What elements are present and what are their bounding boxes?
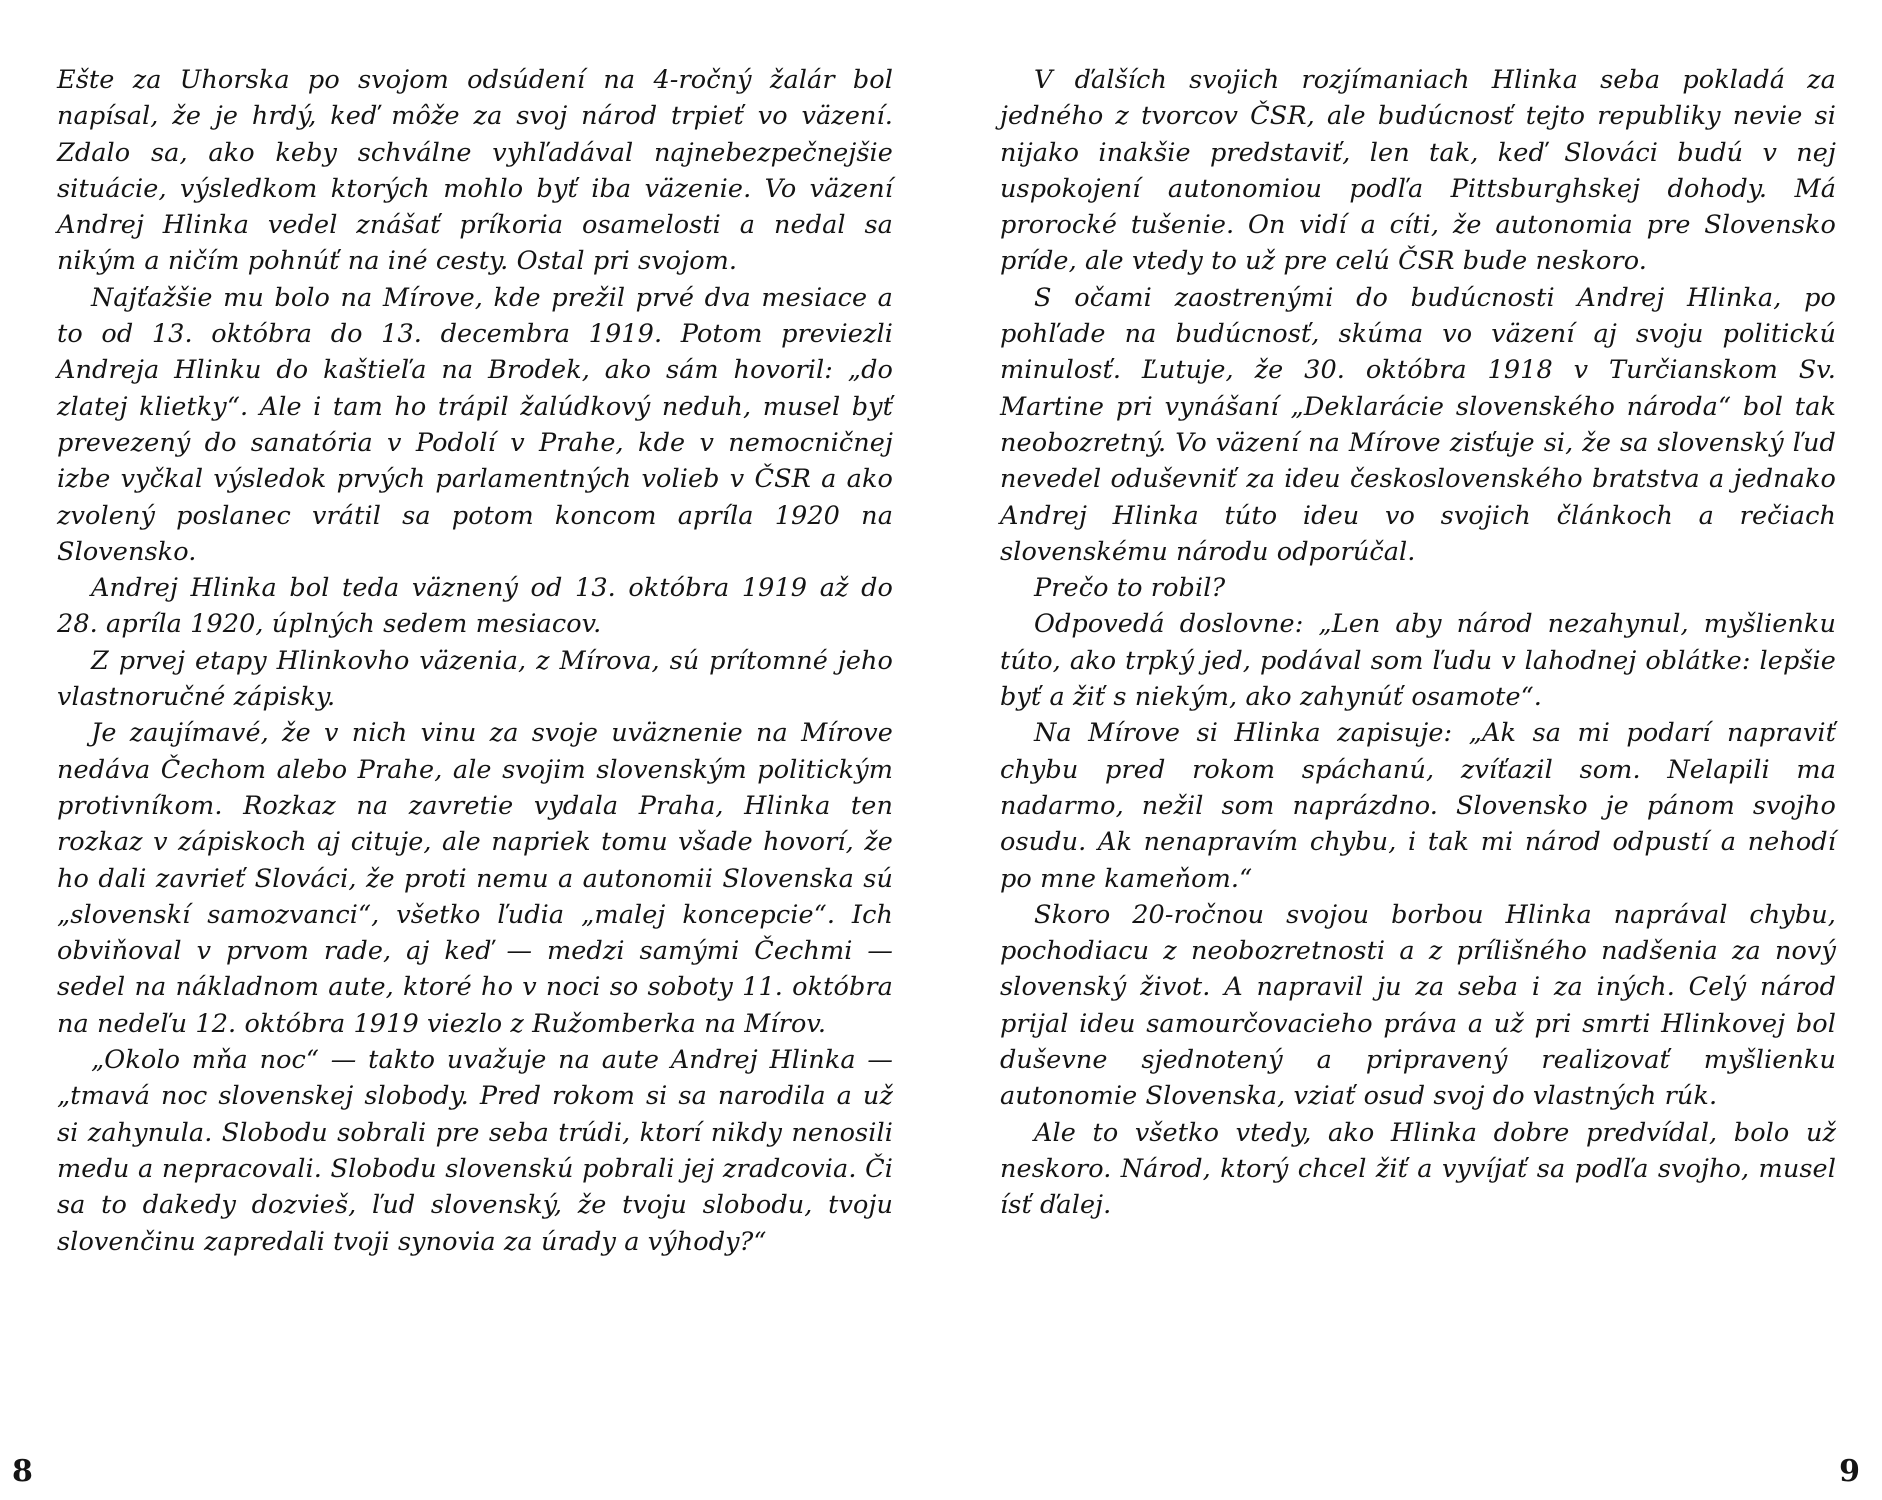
paragraph: Andrej Hlinka bol teda väznený od 13. októbra 1919 až do 28. apríla 1920, úplných sedem mesiacov. (57, 573, 893, 640)
paragraph: Prečo to robil? (1034, 573, 1226, 604)
left-page (57, 62, 893, 1260)
paragraph: Odpovedá doslovne: „Len aby národ nezahynul, myšlienku túto, ako trpký jed, podával som ľudu v lahodnej oblátke: lepšie byť a žiť s niekým, ako zahynúť osamote“. (1000, 609, 1836, 713)
paragraph: Ale to všetko vtedy, ako Hlinka dobre predvídal, bolo už neskoro. Národ, ktorý chcel žiť a vyvíjať sa podľa svojho, musel ísť ďalej. (1000, 1117, 1836, 1221)
paragraph: Skoro 20-ročnou svojou borbou Hlinka naprával chybu, pochodiacu z neobozretnosti a z prílišného nadšenia za nový slovenský život. A napravil ju za seba i za iných. Celý národ prijal ideu samourčovacieho práva a už pri smrti Hlinkovej bol duševne sjednotený a pripravený realizovať myšlienku autonomie Slovenska, vziať osud svoj do vlastných rúk. (1000, 899, 1836, 1112)
page-number-left: 8 (12, 1454, 33, 1489)
paragraph: Ešte za Uhorska po svojom odsúdení na 4-ročný žalár bol napísal, že je hrdý, keď môže za svoj národ trpieť vo väzení. Zdalo sa, ako keby schválne vyhľadával najnebezpečnejšie situácie, výsledkom ktorých mohlo byť iba väzenie. Vo väzení Andrej Hlinka vedel znášať príkoria osamelosti a nedal sa nikým a ničím pohnúť na iné cesty. Ostal pri svojom. (57, 65, 893, 277)
page-number-right: 9 (1839, 1454, 1860, 1489)
paragraph: Je zaujímavé, že v nich vinu za svoje uväznenie na Mírove nedáva Čechom alebo Prahe, ale svojim slovenským politickým protivníkom. Rozkaz na zavretie vydala Praha, Hlinka ten rozkaz v zápiskoch aj cituje, ale napriek tomu všade hovorí, že ho dali zavrieť Slováci, že proti nemu a autonomii Slovenska sú „slovenskí samozvanci“, všetko ľudia „malej koncepcie“. Ich obviňoval v prvom rade, aj keď — medzi samými Čechmi — sedel na nákladnom aute, ktoré ho v noci so soboty 11. októbra na nedeľu 12. októbra 1919 viezlo z Ružomberka na Mírov. (57, 718, 893, 1039)
paragraph: Najťažšie mu bolo na Mírove, kde prežil prvé dva mesiace a to od 13. októbra do 13. decembra 1919. Potom previezli Andreja Hlinku do kaštieľa na Brodek, ako sám hovoril: „do zlatej klietky“. Ale i tam ho trápil žalúdkový neduh, musel byť prevezený do sanatória v Podolí v Prahe, kde v nemocničnej izbe vyčkal výsledok prvých parlamentných volieb v ČSR a ako zvolený poslanec vrátil sa potom koncom apríla 1920 na Slovensko. (57, 282, 893, 567)
paragraph: V ďalších svojich rozjímaniach Hlinka seba pokladá za jedného z tvorcov ČSR, ale budúcnosť tejto republiky nevie si nijako inakšie predstaviť, len tak, keď Slováci budú v nej uspokojení autonomiou podľa Pittsburghskej dohody. Má prorocké tušenie. On vidí a cíti, že autonomia pre Slovensko príde, ale vtedy to už pre celú ČSR bude neskoro. (1000, 65, 1836, 277)
paragraph: Na Mírove si Hlinka zapisuje: „Ak sa mi podarí napraviť chybu pred rokom spáchanú, zvíťazil som. Nelapili ma nadarmo, nežil som naprázdno. Slovensko je pánom svojho osudu. Ak nenapravím chybu, i tak mi národ odpustí a nehodí po mne kameňom.“ (1000, 718, 1836, 894)
paragraph: S očami zaostrenými do budúcnosti Andrej Hlinka, po pohľade na budúcnosť, skúma vo väzení aj svoju politickú minulosť. Ľutuje, že 30. októbra 1918 v Turčianskom Sv. Martine pri vynášaní „Deklarácie slovenského národa“ bol tak neobozretný. Vo väzení na Mírove zisťuje si, že sa slovenský ľud nevedel oduševniť za ideu československého bratstva a jednako Andrej Hlinka túto ideu vo svojich článkoch a rečiach slovenskému národu odporúčal. (1000, 282, 1836, 567)
paragraph: Z prvej etapy Hlinkovho väzenia, z Mírova, sú prítomné jeho vlastnoručné zápisky. (57, 645, 893, 713)
paragraph: „Okolo mňa noc“ — takto uvažuje na aute Andrej Hlinka — „tmavá noc slovenskej slobody. Pred rokom si sa narodila a už si zahynula. Slobodu sobrali pre seba trúdi, ktorí nikdy nenosili medu a nepracovali. Slobodu slovenskú pobrali jej zradcovia. Či sa to dakedy dozvieš, ľud slovenský, že tvoju slobodu, tvoju slovenčinu zapredali tvoji synovia za úrady a výhody?“ (57, 1045, 893, 1257)
right-page (1000, 62, 1836, 1224)
